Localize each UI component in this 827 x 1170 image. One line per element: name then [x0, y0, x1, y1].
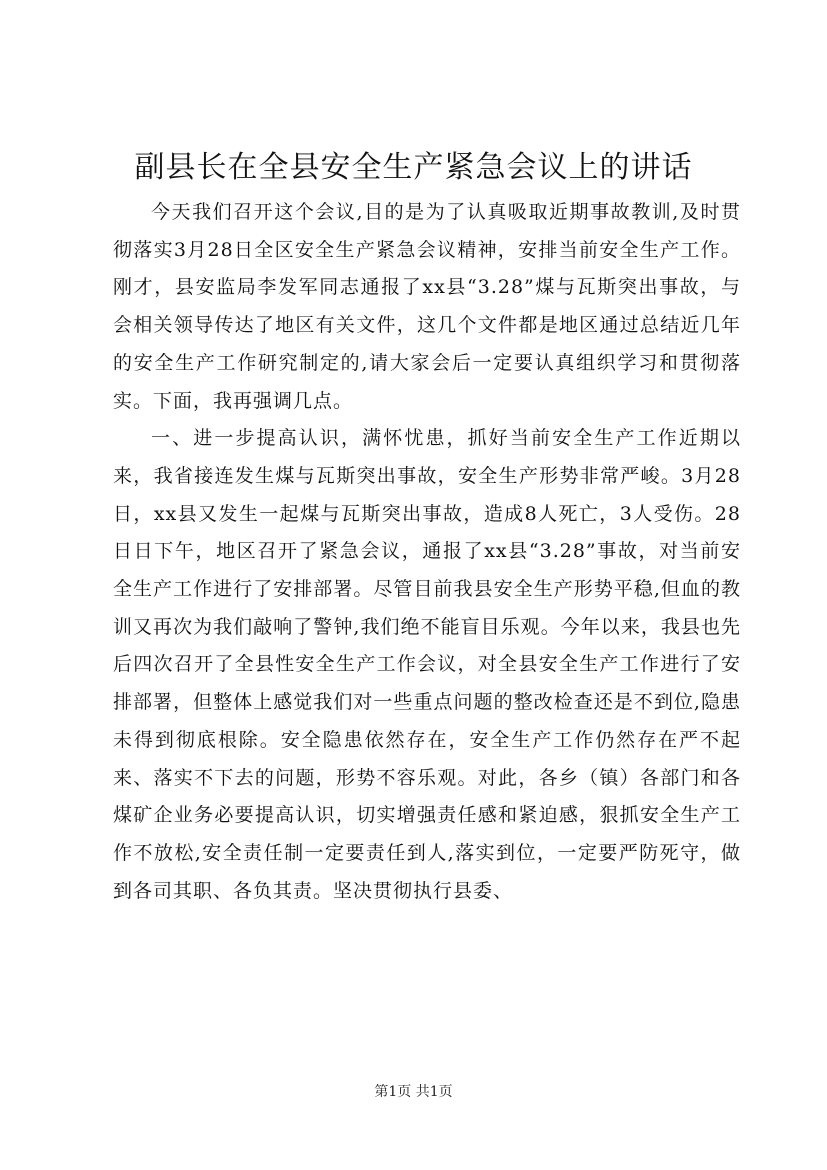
page-footer: 第1页 共1页	[374, 1084, 453, 1100]
document-title: 副县长在全县安全生产紧急会议上的讲话	[134, 150, 693, 185]
paragraph-section-one: 一、进一步提高认识，满怀忧患，抓好当前安全生产工作近期以来，我省接连发生煤与瓦斯突出事故，安全生产形势非常严峻。3月28日，xx县又发生一起煤与瓦斯突出事故，造成8人死亡，3人受伤。28日日下午，地区召开了紧急会议，通报了xx县“3.28”事故，对当前安全生产工作进行了安排部署。尽管目前我县安全生产形势平稳,但血的教训又再次为我们敲响了警钟,我们绝不能盲目乐观。今年以来，我县也先后四次召开了全县性安全生产工作会议，对全县安全生产工作进行了安排部署，但整体上感觉我们对一些重点问题的整改检查还是不到位,隐患未得到彻底根除。安全隐患依然存在，安全生产工作仍然存在严不起来、落实不下去的问题，形势不容乐观。对此，各乡（镇）各部门和各煤矿企业务必要提高认识，切实增强责任感和紧迫感，狠抓安全生产工作不放松,安全责任制一定要责任到人,落实到位，一定要严防死守，做到各司其职、各负其责。坚决贯彻执行县委、	[113, 427, 741, 902]
document-body	[113, 194, 741, 910]
paragraph-intro: 今天我们召开这个会议,目的是为了认真吸取近期事故教训,及时贯彻落实3月28日全区安全生产紧急会议精神，安排当前安全生产工作。刚才，县安监局李发军同志通报了xx县“3.28”煤与瓦斯突出事故，与会相关领导传达了地区有关文件，这几个文件都是地区通过总结近几年的安全生产工作研究制定的,请大家会后一定要认真组织学习和贯彻落实。下面，我再强调几点。	[113, 201, 741, 412]
